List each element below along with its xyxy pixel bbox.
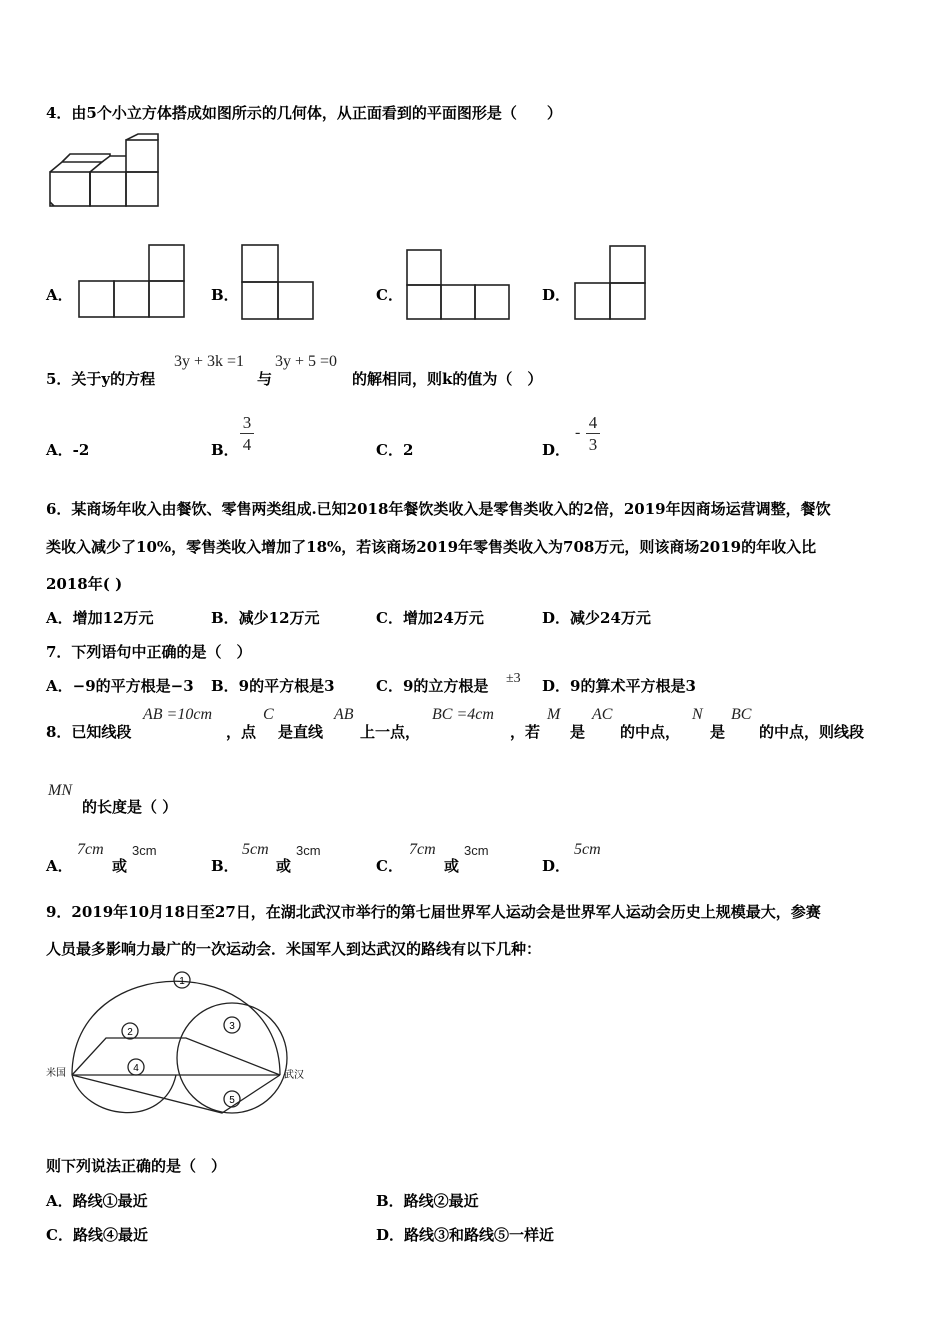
- q6-option-c: C．增加24万元: [376, 609, 484, 627]
- q9-option-d: D．路线③和路线⑤一样近: [376, 1226, 555, 1244]
- q5-number: 5．关于y的方程: [46, 370, 156, 388]
- q5-equation-2: 3y + 5 =0: [275, 353, 338, 370]
- q8-text-7: 的中点，: [620, 723, 681, 741]
- q5-option-b-label: B．: [211, 441, 239, 459]
- q8-option-d-label: D．: [542, 857, 571, 875]
- q9-stem-line-2: 人员最多影响力最广的一次运动会．米国军人到达武汉的路线有以下几种：: [46, 940, 542, 958]
- q8-text-6: 是: [570, 723, 586, 741]
- q5-option-d-fraction: [586, 413, 600, 454]
- q8-text-2: ，点: [226, 723, 257, 741]
- q8-text-9: 的中点，则线段: [759, 723, 865, 741]
- q8-math-ac: AC: [592, 706, 613, 723]
- q8-option-a-or: 或: [112, 857, 128, 875]
- q5-option-a: A．-2: [46, 441, 90, 459]
- q7-option-c-math: ±3: [506, 671, 521, 686]
- q8-option-b-or: 或: [276, 857, 292, 875]
- fraction-bar: [586, 433, 600, 434]
- route-label-3: 3: [229, 1021, 235, 1032]
- q8-math-bc: BC =4cm: [432, 706, 494, 723]
- q8-math-mn: MN: [48, 782, 72, 799]
- q8-math-ab: AB =10cm: [143, 706, 212, 723]
- q4-option-b-figure: [241, 244, 315, 321]
- q6-option-a: A．增加12万元: [46, 609, 154, 627]
- q8-option-c-or: 或: [444, 857, 460, 875]
- q8-option-c-value-2: 3cm: [464, 843, 489, 858]
- q8-math-n: N: [692, 706, 703, 723]
- q8-option-a-value-2: 3cm: [132, 843, 157, 858]
- q4-option-a: A．: [46, 286, 73, 304]
- q8-text-10: 的长度是（ ）: [82, 798, 178, 816]
- q8-text-1: 8．已知线段: [46, 723, 132, 741]
- route-label-2: 2: [127, 1027, 133, 1038]
- q5-option-c: C．2: [376, 441, 414, 459]
- q8-math-c: C: [263, 706, 274, 723]
- q8-text-8: 是: [710, 723, 726, 741]
- q6-option-d: D．减少24万元: [542, 609, 651, 627]
- q5-option-d-sign: -: [575, 424, 581, 441]
- route-label-4: 4: [133, 1063, 139, 1074]
- q4-option-d: D．: [542, 286, 571, 304]
- q9-route-diagram: [44, 970, 314, 1122]
- q9-option-a: A．路线①最近: [46, 1192, 148, 1210]
- q7-option-d: D．9的算术平方根是3: [542, 677, 696, 695]
- route-label-5: 5: [229, 1095, 235, 1106]
- q6-stem-line-1: 6．某商场年收入由餐饮、零售两类组成.已知2018年餐饮类收入是零售类收入的2倍，2019年因商场运营调整，餐饮: [46, 500, 831, 518]
- q5-equation-1: 3y + 3k =1: [174, 353, 245, 370]
- q7-option-c: C．9的立方根是: [376, 677, 489, 695]
- end-label: 武汉: [284, 1070, 304, 1081]
- q4-option-a-figure: [78, 244, 186, 319]
- route-2-path: [72, 1038, 280, 1075]
- q8-option-c-label: C．: [376, 857, 403, 875]
- route-label-1: 1: [179, 976, 185, 987]
- q4-stem: 4．由5个小立方体搭成如图所示的几何体，从正面看到的平面图形是（ ）: [46, 104, 562, 122]
- q8-option-a-value-1: 7cm: [77, 841, 104, 858]
- q8-text-4: 上一点，: [360, 723, 421, 741]
- q5-option-b-fraction: [240, 413, 254, 454]
- q8-option-d-value-1: 5cm: [574, 841, 601, 858]
- q9-option-c: C．路线④最近: [46, 1226, 148, 1244]
- q8-option-b-value-1: 5cm: [242, 841, 269, 858]
- route-1-arc: [72, 981, 280, 1075]
- q8-option-b-label: B．: [211, 857, 239, 875]
- fraction-numerator: 4: [588, 413, 598, 432]
- q4-option-d-figure: [573, 245, 647, 321]
- q8-math-m: M: [547, 706, 561, 723]
- start-label: 米国: [46, 1068, 66, 1079]
- q9-stem-line-1: 9．2019年10月18日至27日，在湖北武汉市举行的第七届世界军人运动会是世界军人运动会历史上规模最大，参赛: [46, 903, 821, 921]
- fraction-bar: [240, 433, 254, 434]
- q4-solid-figure: [46, 132, 162, 210]
- q8-text-5: ，若: [510, 723, 541, 741]
- fraction-numerator: 3: [242, 413, 252, 432]
- q5-connector: 与: [257, 370, 273, 388]
- q8-option-b-value-2: 3cm: [296, 843, 321, 858]
- q6-stem-line-2: 类收入减少了10%，零售类收入增加了18%，若该商场2019年零售类收入为708万元，则该商场2019的年收入比: [46, 538, 817, 556]
- q4-option-b: B．: [211, 286, 239, 304]
- q7-option-a: A．−9的平方根是−3: [46, 677, 194, 695]
- q8-math-bc-mid: BC: [731, 706, 752, 723]
- q5-option-d-label: D．: [542, 441, 571, 459]
- q4-option-c-figure: [406, 249, 512, 321]
- q7-option-b: B．9的平方根是3: [211, 677, 335, 695]
- fraction-denominator: 3: [588, 435, 598, 454]
- q8-option-a-label: A．: [46, 857, 73, 875]
- fraction-denominator: 4: [242, 435, 252, 454]
- q8-text-3: 是直线: [278, 723, 324, 741]
- q7-stem: 7．下列语句中正确的是（ ）: [46, 643, 252, 661]
- left-circle-arc: [72, 1075, 176, 1113]
- q6-option-b: B．减少12万元: [211, 609, 320, 627]
- q4-option-c: C．: [376, 286, 403, 304]
- q9-option-b: B．路线②最近: [376, 1192, 479, 1210]
- q5-tail: 的解相同，则k的值为（ ）: [352, 370, 543, 388]
- q8-option-c-value-1: 7cm: [409, 841, 436, 858]
- q6-stem-line-3: 2018年( ): [46, 575, 123, 593]
- q8-math-ab-line: AB: [334, 706, 354, 723]
- q9-question: 则下列说法正确的是（ ）: [46, 1157, 227, 1175]
